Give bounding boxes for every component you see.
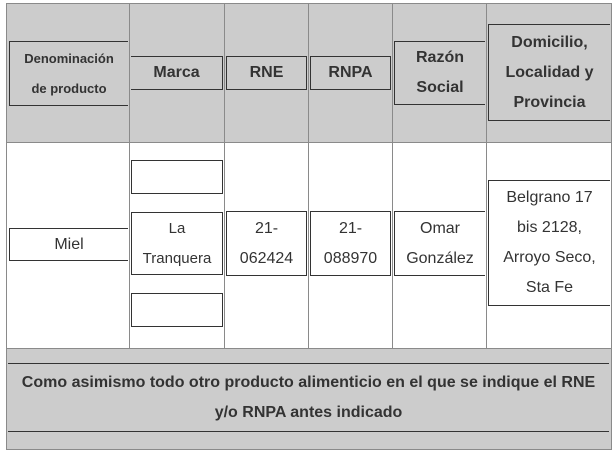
cell-rnpa-line2: 088970	[323, 249, 378, 267]
header-rne-label: RNE	[249, 64, 284, 81]
header-marca-label: Marca	[153, 64, 200, 81]
header-domicilio-line1: Domicilio,	[511, 33, 588, 51]
grid-line-bottom	[6, 449, 612, 450]
header-rnpa	[310, 56, 391, 90]
cell-razon-line1: Omar	[420, 219, 460, 237]
cell-denominacion	[9, 228, 128, 261]
cell-razon-social	[394, 211, 485, 276]
cell-denominacion-text: Miel	[54, 235, 84, 253]
header-razon-line2: Social	[416, 79, 464, 96]
footer-note-text: Como asimismo todo otro producto alimenticio en el que se indique el RNE y/o RNPA antes indicado	[21, 373, 596, 421]
header-denominacion-line1: Denominación	[24, 50, 114, 66]
header-denominacion-line2: de producto	[31, 80, 107, 96]
cell-rne-line1: 21-	[254, 219, 279, 237]
grid-line-col4	[392, 3, 393, 348]
grid-line-header-bottom	[6, 142, 612, 143]
header-rnpa-label: RNPA	[328, 64, 373, 81]
grid-line-col2	[224, 3, 225, 348]
cell-rnpa	[310, 211, 391, 276]
cell-rne-line2: 062424	[239, 249, 294, 267]
grid-line-col3	[308, 3, 309, 348]
grid-line-right	[611, 3, 612, 450]
header-domicilio	[488, 24, 610, 121]
header-domicilio-line2: Localidad y	[505, 63, 594, 81]
grid-line-col5	[486, 3, 487, 348]
cell-domicilio-line1: Belgrano 17	[506, 189, 593, 206]
cell-domicilio-line4: Sta Fe	[525, 279, 574, 296]
grid-line-top	[6, 3, 612, 4]
cell-domicilio-line3: Arroyo Seco,	[503, 249, 596, 266]
grid-line-left	[6, 3, 7, 450]
header-denominacion	[9, 41, 128, 106]
cell-domicilio-line2: bis 2128,	[517, 219, 582, 236]
header-marca	[131, 56, 223, 90]
cell-rne	[226, 211, 307, 276]
cell-marca-frame-top	[131, 160, 223, 194]
cell-rnpa-line1: 21-	[338, 219, 363, 237]
footer-note	[8, 363, 609, 432]
cell-marca-line2: Tranquera	[142, 249, 212, 267]
header-domicilio-line3: Provincia	[513, 93, 586, 111]
header-rne	[226, 56, 307, 90]
cell-domicilio	[488, 180, 610, 306]
cell-razon-line2: González	[406, 249, 474, 267]
grid-line-row-bottom	[6, 348, 612, 349]
cell-marca-line1: La	[168, 219, 186, 237]
cell-marca	[131, 212, 223, 275]
header-razon-social	[394, 41, 485, 105]
grid-line-col1	[129, 3, 130, 348]
cell-marca-frame-bottom	[131, 293, 223, 327]
header-razon-line1: Razón	[416, 49, 464, 66]
